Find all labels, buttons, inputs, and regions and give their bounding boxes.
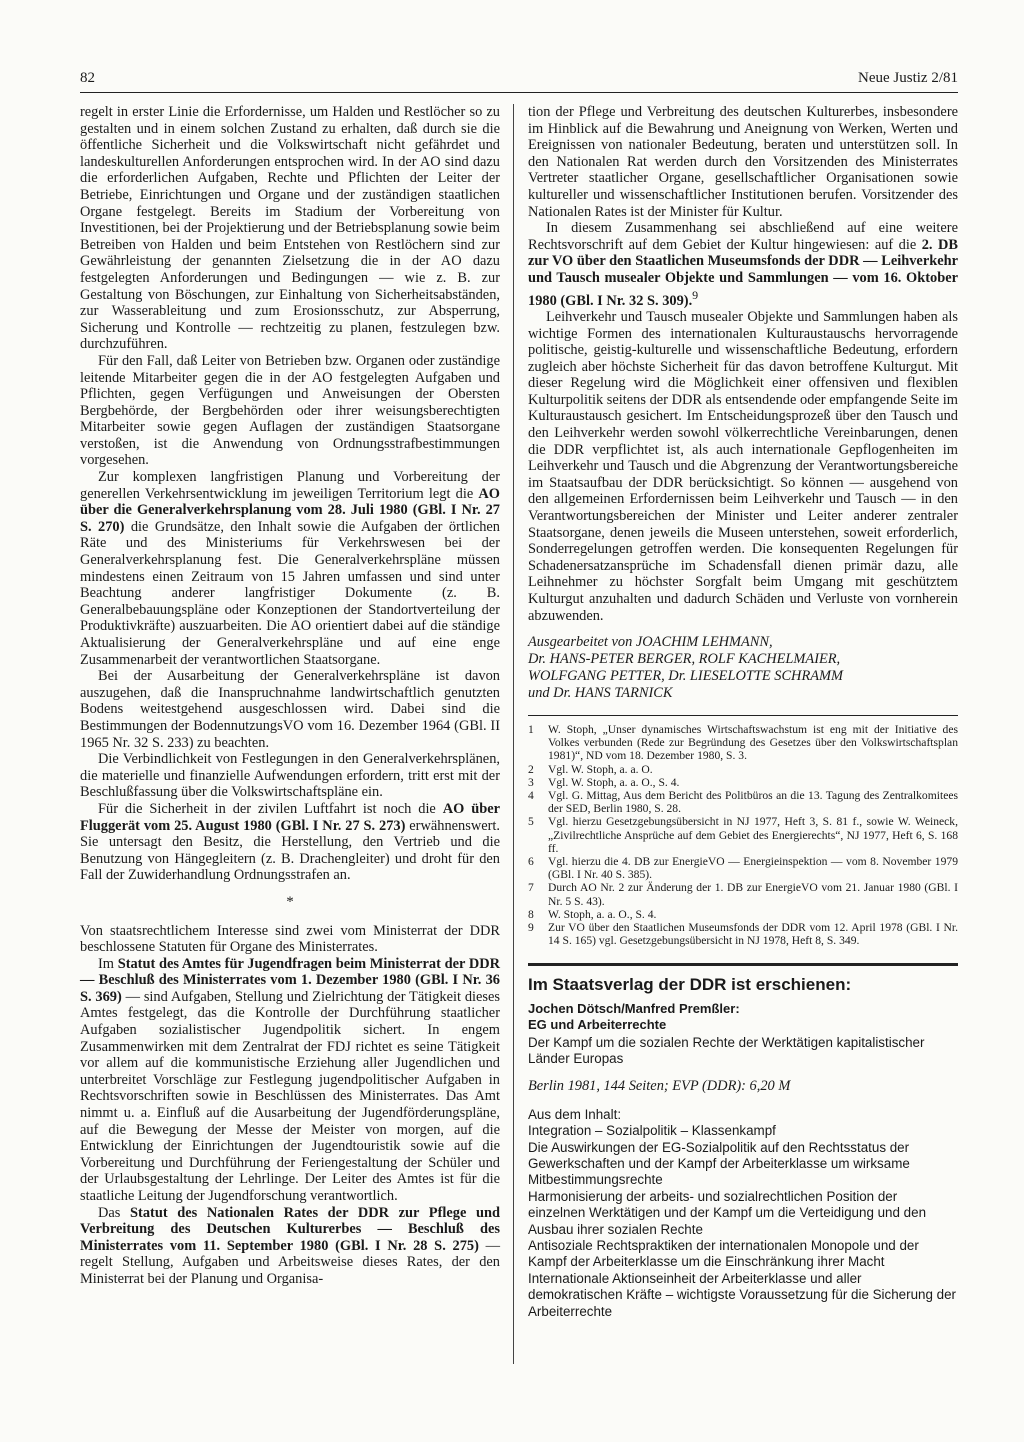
paragraph: Zur komplexen langfristigen Planung und Vorbereitung der generellen Verkehrsentwicklung im jeweiligen Territorium legt die AO über die Generalverkehrsplanung vom 28. Juli 1980 (GBl. I Nr. 27 S. 270) die Grundsätze, den Inhalt sowie die Aufgaben der örtlichen Räte und des Ministeriums für Verkehrswesen bei der Generalverkehrsplanung fest. Die Generalverkehrspläne müssen mindestens einen Zeitraum von 15 Jahren umfassen und sind unter Beachtung anderer langfristiger Dokumente (z. B. Generalbebauungspläne oder Konzeptionen der Standortverteilung der Produktivkräfte) auszuarbeiten. Die AO orientiert dabei auf die ständige Aktualisierung der Generalverkehrspläne und auf eine enge Zusammenarbeit der verantwortlichen Staatsorgane. xyxy=(80,469,500,668)
author-line: Ausgearbeitet von JOACHIM LEHMANN, xyxy=(528,634,773,651)
footnote-number: 4 xyxy=(528,789,534,803)
paragraph: Leihverkehr und Tausch musealer Objekte und Sammlungen haben als wichtige Formen des internationalen Kulturaustauschs hervorragende politische, geistig-kulturelle und wissenschaftliche Bedeutung, erfordern zugleich aber höchste Sicherheit für das davon betroffene Kulturgut. Mit dieser Regelung wird die Möglichkeit einer offensiven und flexiblen Kulturpolitik seitens der DDR als entsendende oder empfangende Seite im Kulturaustausch gesichert. Im Entscheidungsprozeß über den Tausch und den Leihverkehr werden sowohl völkerrechtliche Vereinbarungen, denen die DDR verpflichtet ist, als auch internationale Gepflogenheiten im Leihverkehr und Tausch und die Abgrenzung der Verantwortungsbereiche im Staatsaufbau der DDR berücksichtigt. So können — ausgehend von den allgemeinen Erfordernissen beim Leihverkehr und Tausch — in den Verantwortungsbereichen der Minister und Leiter anderer zentraler Staatsorgane, denen jeweils die Museen unterstehen, soweit erforderlich, Sonderregelungen getroffen werden. Die konsequenten Regelungen für Schadenersatzansprüche im Schadensfall dienen primär dazu, alle Leihnehmer zu höchster Sorgfalt beim Umgang mit geschütztem Kulturgut anzuhalten und dadurch Schäden und Verluste von vornherein abzuwenden. xyxy=(528,308,958,624)
ad-contents-item: Harmonisierung der arbeits- und sozialrechtlichen Position der einzelnen Werktätigen und der Kampf um die Verteidigung und den Ausbau ihrer sozialen Rechte xyxy=(528,1188,927,1237)
ad-title: Im Staatsverlag der DDR ist erschienen: xyxy=(528,975,852,994)
right-column xyxy=(528,104,958,701)
footnotes xyxy=(528,723,958,947)
advertisement xyxy=(528,975,958,1320)
ad-contents-item: Antisoziale Rechtspraktiken der internationalen Monopole und der Kampf der Arbeiterklasse um die Einschränkung ihrer Macht xyxy=(528,1238,919,1270)
paragraph: Für den Fall, daß Leiter von Betrieben bzw. Organen oder zuständige leitende Mitarbeiter gegen die in der AO festgelegten Aufgaben und Pflichten, gegen Verfügungen und Anweisungen der Obersten Bergbehörde, der Bergbehörden oder ihrer weisungsberechtigten Mitarbeiter sowie gegen Auflagen der zuständigen Staatsorgane verstoßen, ist die Anwendung von Ordnungsstrafbestimmungen vorgesehen. xyxy=(80,352,500,469)
footnote-number: 2 xyxy=(528,762,534,776)
ad-book-title: EG und Arbeiterrechte xyxy=(528,1017,667,1032)
footnote-text: Vgl. hierzu die 4. DB zur EnergieVO — Energieinspektion — vom 8. November 1979 (GBl. I Nr. 40 S. 385). xyxy=(548,855,958,882)
footnote-number: 7 xyxy=(528,881,534,895)
ad-publication-info: Berlin 1981, 144 Seiten; EVP (DDR): 6,20 M xyxy=(528,1077,791,1094)
footnote xyxy=(528,881,958,907)
footnote xyxy=(528,789,958,815)
ad-contents-item: Die Auswirkungen der EG-Sozialpolitik auf den Rechtsstatus der Gewerkschaften und der Kampf der Arbeiterklasse um wirksame Mitbestimmungsrechte xyxy=(528,1139,910,1188)
page-number: 82 xyxy=(80,70,95,86)
left-paragraphs xyxy=(80,104,500,884)
footnote-text: Vgl. W. Stoph, a. a. O., S. 4. xyxy=(548,775,680,789)
advertisement-rule xyxy=(528,963,958,966)
paragraph: Das Statut des Nationalen Rates der DDR zur Pflege und Verbreitung des Deutschen Kulturerbes — Beschluß des Ministerrates vom 11. September 1980 (GBl. I Nr. 28 S. 275) — regelt Stellung, Aufgaben und Arbeitsweise dieses Rates, der den Ministerrat bei der Planung und Organisa- xyxy=(80,1204,501,1287)
footnote-number: 8 xyxy=(528,907,534,921)
right-paragraphs xyxy=(528,104,958,624)
author-line: und Dr. HANS TARNICK xyxy=(528,684,673,701)
footnote xyxy=(528,921,958,947)
paragraph: Die Verbindlichkeit von Festlegungen in den Generalverkehrsplänen, die materielle und finanzielle Aufwendungen erfordern, tritt erst mit der Beschlußfassung über die Volkswirtschaftspläne ein. xyxy=(80,751,500,801)
footnote-number: 6 xyxy=(528,855,534,869)
footnote xyxy=(528,855,958,881)
ad-contents-item: Integration – Sozialpolitik – Klassenkampf xyxy=(528,1123,776,1139)
footnote-text: Durch AO Nr. 2 zur Änderung der 1. DB zur EnergieVO vom 21. Januar 1980 (GBl. I Nr. 5 S. 43). xyxy=(548,881,958,908)
journal-issue: Neue Justiz 2/81 xyxy=(858,70,958,86)
running-header xyxy=(80,68,958,93)
paragraph: In diesem Zusammenhang sei abschließend auf eine weitere Rechtsvorschrift auf dem Gebiet der Kultur hingewiesen: auf die 2. DB zur VO über den Staatlichen Museumsfonds der DDR — Leihverkehr und Tausch musealer Objekte und Sammlungen — vom 16. Oktober 1980 (GBl. I Nr. 32 S. 309).$^9$ xyxy=(528,220,958,309)
footnote-text: Vgl. hierzu Gesetzgebungsübersicht in NJ 1977, Heft 3, S. 81 f., sowie W. Weineck, „Zivilrechtliche Ansprüche auf dem Gebiet des Energierechts“, NJ 1977, Heft 6, S. 168 ff. xyxy=(548,815,958,855)
footnote-text: Vgl. W. Stoph, a. a. O. xyxy=(548,762,653,776)
ad-book-authors: Jochen Dötsch/Manfred Premßler: xyxy=(528,1001,740,1016)
footnote xyxy=(528,815,958,855)
section-separator: * xyxy=(286,893,294,910)
paragraph: Für die Sicherheit in der zivilen Luftfahrt ist noch die AO über Fluggerät vom 25. August 1980 (GBl. I Nr. 27 S. 273) erwähnenswert. Sie untersagt den Besitz, die Herstellung, den Vertrieb und die Benutzung von Hängegleitern (z. B. Drachengleiter) und droht für den Fall der Zuwiderhandlung Ordnungsstrafen an. xyxy=(80,800,501,884)
footnote-text: W. Stoph, a. a. O., S. 4. xyxy=(548,907,657,921)
ad-contents-list xyxy=(528,1123,958,1320)
ad-contents-item: Internationale Aktionseinheit der Arbeiterklasse und aller demokratischen Kräfte – wichtigste Voraussetzung für die Sicherung der Arbeiterrechte xyxy=(528,1270,956,1319)
footnote-number: 9 xyxy=(528,921,534,935)
footnote-text: W. Stoph, „Unser dynamisches Wirtschaftswachstum ist eng mit der Initiative des Volkes verbunden (Rede zur Begründung des Gesetzes über den Volkswirtschaftsplan 1981)“, ND vom 18. Dezember 1980, S. 3. xyxy=(548,723,958,763)
left-column xyxy=(80,104,500,1288)
footnote-number: 1 xyxy=(528,723,534,736)
footnote xyxy=(528,763,958,776)
column-rule xyxy=(513,104,514,1364)
author-line: Dr. HANS-PETER BERGER, ROLF KACHELMAIER, xyxy=(528,651,841,667)
footnote xyxy=(528,908,958,921)
footnote-text: Vgl. G. Mittag, Aus dem Bericht des Politbüros an die 13. Tagung des Zentralkomitees der SED, Berlin 1980, S. 28. xyxy=(548,789,958,816)
footnote xyxy=(528,776,958,789)
footnote-number: 5 xyxy=(528,815,534,829)
ad-book-subtitle: Der Kampf um die sozialen Rechte der Werktätigen kapitalistischer Länder Europas xyxy=(528,1035,925,1067)
author-line: WOLFGANG PETTER, Dr. LIESELOTTE SCHRAMM xyxy=(528,667,844,684)
paragraph: Von staatsrechtlichem Interesse sind zwei vom Ministerrat der DDR beschlossene Statuten für Organe des Ministerrates. xyxy=(80,922,500,956)
footnote-rule xyxy=(528,715,958,716)
paragraph: tion der Pflege und Verbreitung des deutschen Kulturerbes, insbesondere im Hinblick auf die Bewahrung und Aneignung von Werken, Werten und Ereignissen von nationaler Bedeutung, beraten und unterstützen soll. In den Nationalen Rat werden durch den Vorsitzenden des Ministerrates Vertreter staatlicher Organe, gesellschaftlicher Organisationen sowie kultureller und wissenschaftlicher Institutionen berufen. Vorsitzender des Nationalen Rates ist der Minister für Kultur. xyxy=(528,104,958,220)
paragraph: Bei der Ausarbeitung der Generalverkehrspläne ist davon auszugehen, daß die Inanspruchnahme landwirtschaftlich genutzten Bodens weitestgehend ausgeschlossen wird. Dabei sind die Bestimmungen der BodennutzungsVO vom 16. Dezember 1964 (GBl. II 1965 Nr. 32 S. 233) zu beachten. xyxy=(80,668,500,751)
footnote xyxy=(528,723,958,763)
ad-contents-label: Aus dem Inhalt: xyxy=(528,1106,622,1122)
paragraph: Im Statut des Amtes für Jugendfragen beim Ministerrat der DDR — Beschluß des Ministerrates vom 1. Dezember 1980 (GBl. I Nr. 36 S. 369) — sind Aufgaben, Stellung und Zielrichtung der Tätigkeit dieses Amtes festgelegt, das die Kontrolle der Durchführung staatlicher Aufgaben sozialistischer Jugendpolitik sichert. In engem Zusammenwirken mit dem Zentralrat der FDJ richtet es seine Tätigkeit vor allem auf die kommunistische Erziehung aller Jugendlichen und unterbreitet Vorschläge zur Festlegung jugendpolitischer Aufgaben in Rechtsvorschriften sowie in Beschlüssen des Ministerrates. Das Amt nimmt u. a. Einfluß auf die Ausarbeitung der Jugendförderungspläne, auf die Bewegung der Messe der Meister von morgen, auf die Entwicklung der Einrichtungen der Jugendtouristik sowie auf die Vorbereitung und Durchführung der Feriengestaltung der Schüler und der Urlaubsgestaltung der Lehrlinge. Der Leiter des Amtes ist für die staatliche Leitung der Jugendforschung verantwortlich. xyxy=(80,955,500,1204)
left-paragraphs-after xyxy=(80,923,500,1288)
footnote-number: 3 xyxy=(528,775,534,789)
author-credits xyxy=(528,634,958,701)
paragraph: regelt in erster Linie die Erfordernisse, um Halden und Restlöcher so zu gestalten und in einem solchen Zustand zu erhalten, daß durch sie die öffentliche Sicherheit und die Volkswirtschaft nicht gefährdet und landeskulturellen Anforderungen entsprochen wird. In der AO sind dazu die erforderlichen Aufgaben, Rechte und Pflichten der Leiter der Betriebe, Einrichtungen und Organe und der zuständigen staatlichen Organe festgelegt. Bereits im Stadium der Vorbereitung von Investitionen, bei der Projektierung und der Betriebsplanung sowie beim Betreiben von Halden und beim Entstehen von Restlöchern sind zur Gewährleistung der genannten Zielsetzung die in der AO dazu festgelegten Anforderungen und Bedingungen — wie z. B. zur Gestaltung von Böschungen, zur Einhaltung von Sicherheitsabständen, zur Wasserableitung und zum Erosionsschutz, zur Absperrung, Sicherung und Kontrolle — rechtzeitig zu planen, festzulegen bzw. durchzuführen. xyxy=(80,104,500,353)
footnote-text: Zur VO über den Staatlichen Museumsfonds der DDR vom 12. April 1978 (GBl. I Nr. 14 S. 165) vgl. Gesetzgebungsübersicht in NJ 1978, Heft 8, S. 349. xyxy=(548,921,958,948)
